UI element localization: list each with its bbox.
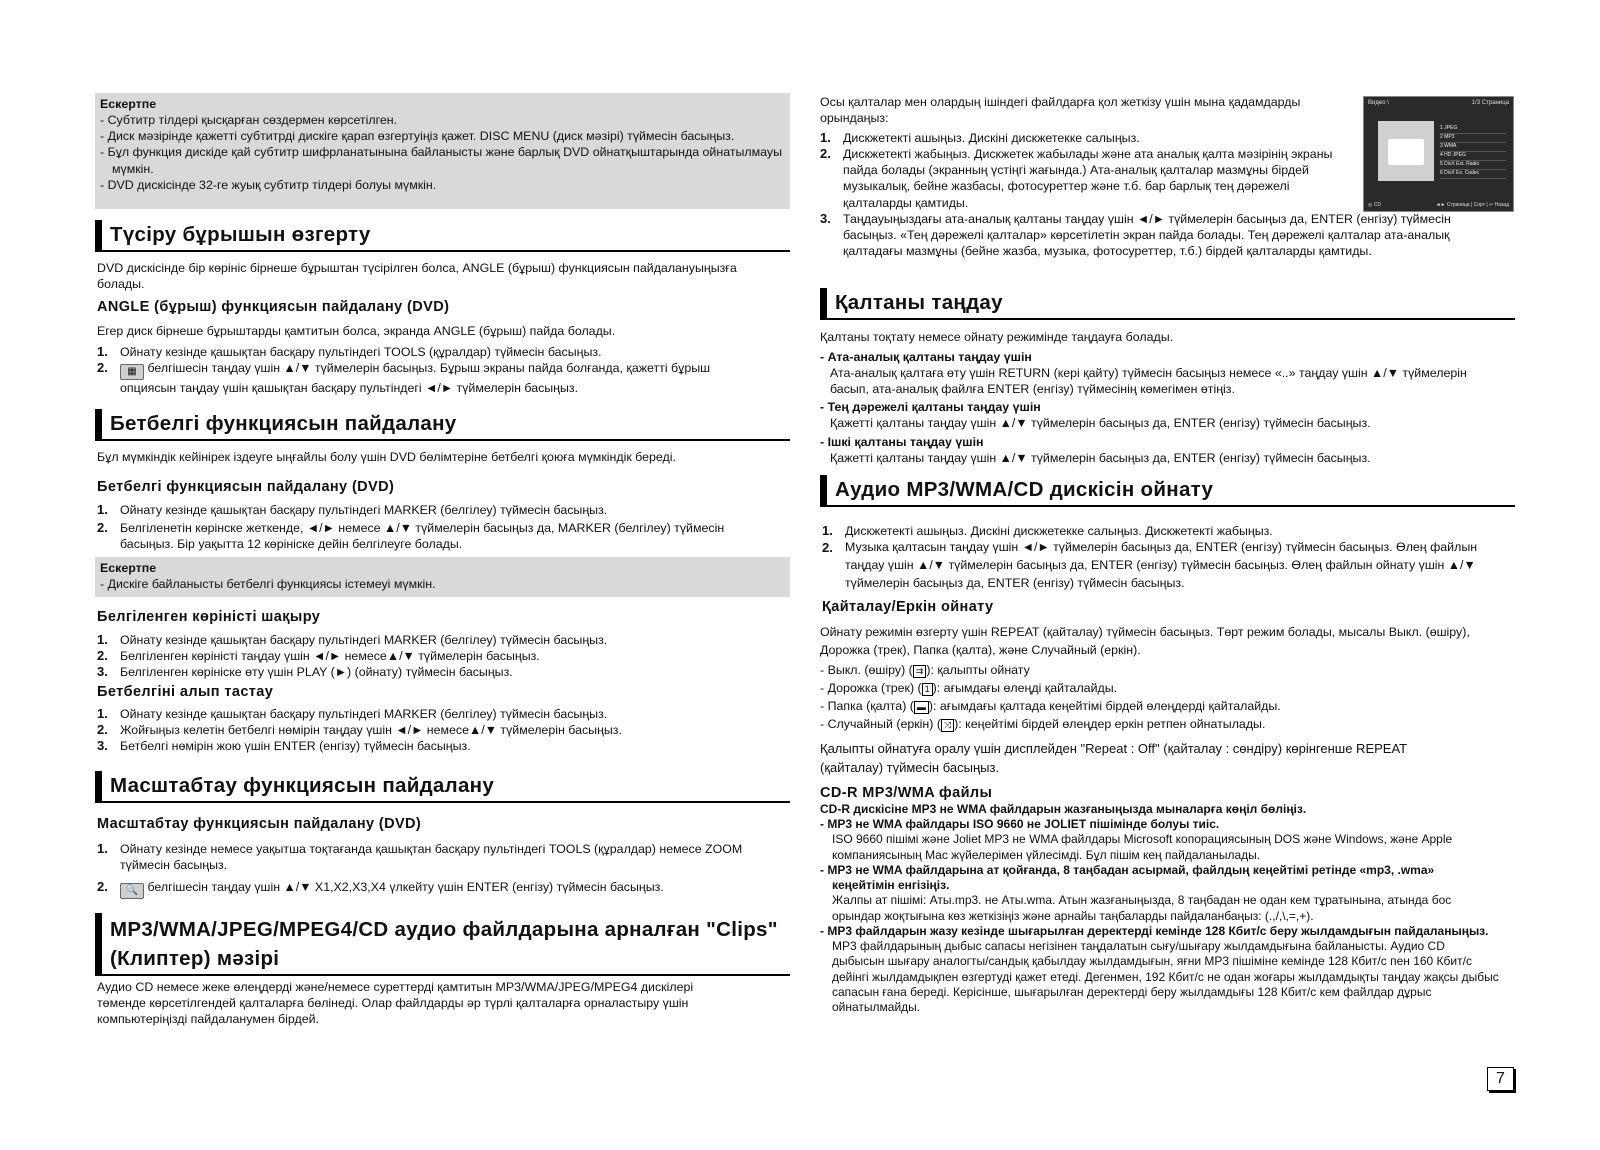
repeat-track-icon: 1 — [922, 683, 933, 696]
section-title-folder: Қалтаны таңдау — [820, 288, 1515, 320]
section-title-clips: MP3/WMA/JPEG/MPEG4/CD аудио файлдарына арналған "Clips" (Клиптер) мәзірі — [95, 913, 790, 976]
mode-off: - Выкл. (өшіру) ( ⇉ ): қалыпты ойнату — [820, 663, 1030, 677]
thumb-path: Видео \ — [1368, 100, 1389, 106]
repeat-modes — [820, 662, 1510, 734]
cdr-lead: CD-R дискісіне MP3 не WMA файлдарын жазғаныңызда мыналарға көңіл бөліңіз. — [820, 802, 1307, 816]
step: 2. Белгіленетін көрінске жеткенде, ◄/► немесе ▲/▼ түймелерін басыңыз да, MARKER (белгілеу) түймесін басыңыз. Бір уақытта 12 көрініске дейін белгілеуге болады. — [97, 520, 725, 552]
page-number: 7 — [1487, 1067, 1514, 1091]
list-item: 4 HD JPEG — [1440, 152, 1506, 161]
step: 3. Бетбелгі нөмірін жою үшін ENTER (енгізу) түймесін басыңыз. — [97, 738, 471, 754]
step: 1. Ойнату кезінде қашықтан басқару пультіндегі MARKER (белгілеу) түймесін басыңыз. — [97, 502, 608, 517]
step: 1. Дискжетекті ашыңыз. Дискіні дискжетекке салыңыз. — [820, 130, 1140, 145]
step: 2. Музыка қалтасын таңдау үшін ◄/► түймелерін басыңыз да, ENTER (енгізу) түймесін басыңыз. Өлең файлын таңдау үшін ▲/▼ түймелерін басыңыз да, ENTER (енгізу) түймесін басыңыз. Өлең файлын ойнату үшін ▲/▼ түймелерін басыңыз да, ENTER (енгізу) түймесін басыңыз. — [822, 540, 1478, 591]
step: 2. ▦ белгішесін таңдау үшін ▲/▼ түймелерін басыңыз. Бұрыш экраны пайда болғанда, қажетті бұрыш опциясын таңдау үшін қашықтан басқару пультіндегі ◄/► түймелерін басыңыз. — [97, 360, 711, 396]
list-item: 2 MP3 — [1440, 134, 1506, 143]
remove-title: Бетбелгіні алып тастау — [97, 684, 274, 700]
section-title-audio: Аудио MP3/WMA/CD дискісін ойнату — [820, 475, 1515, 507]
clips-menu-screenshot — [1363, 96, 1514, 212]
list-item: 6 DivX Ex. Codec — [1440, 170, 1506, 179]
folder-parent-title: - Ата-аналық қалтаны таңдау үшін — [820, 350, 1032, 364]
step: 1. Ойнату кезінде қашықтан басқару пультіндегі TOOLS (құралдар) түймесін басыңыз. — [97, 344, 602, 359]
folder-intro: Қалтаны тоқтату немесе ойнату режимінде таңдауға болады. — [820, 330, 1174, 344]
clips-intro: Аудио CD немесе жеке өлеңдерді және/немесе суреттерді қамтитын MP3/WMA/JPEG/MPEG4 дискілері төменде көрсетілгендей қалталарға бөлінеді. Олар файлдарды әр түрлі қалталарға орналастыру үшін компьютеріңізді пайдаланумен бірдей. — [97, 980, 694, 1027]
section-title-zoom: Масштабтау функциясын пайдалану — [95, 771, 790, 803]
recall-steps — [97, 632, 757, 680]
note-item: - Дискіге байланысты бетбелгі функциясы істемеуі мүмкін. — [100, 577, 436, 592]
folder-peer-title: - Тең дәрежелі қалтаны таңдау үшін — [820, 400, 1041, 414]
mode-folder: - Папка (қалта) ( ▬ ): ағымдағы қалтада кеңейтімі бірдей өлеңдерді қайталайды. — [820, 698, 1281, 713]
list-item: 1 JPEG — [1440, 125, 1506, 134]
repeat-folder-icon: ▬ — [914, 701, 929, 714]
angle-subtitle: ANGLE (бұрыш) функциясын пайдалану (DVD) — [97, 299, 450, 315]
folder-sub-title: - Ішкі қалтаны таңдау үшін — [820, 435, 984, 449]
bookmark-subtitle: Бетбелгі функциясын пайдалану (DVD) — [97, 479, 395, 495]
folder-parent-text: Ата-аналық қалтаға өту үшін RETURN (кері қайту) түймесін басыңыз немесе «..» таңдау үшін ▲/▼ түймелерін басып, ата-аналық файлға ENTER (енгізу) түймесінің көмегімен өтіңіз. — [830, 366, 1467, 397]
note-item: - Бұл функция дискіде қай субтитр шифрланатынына байланысты және барлық DVD ойнатқыштарында ойнатылмауы мүмкін. — [100, 145, 782, 176]
note-item: - Диск мәзірінде қажетті субтитрді дискіге қарап өзгертуіңіз қажет. DISC MENU (диск мәзірі) түймесін басыңыз. — [100, 129, 735, 144]
thumb-source: ◎ CD — [1368, 201, 1381, 208]
zoom-icon: 🔍 — [120, 883, 144, 899]
step: 2. Белгіленген көріністі таңдау үшін ◄/► немесе▲/▼ түймелерін басыңыз. — [97, 648, 540, 664]
folder-icon — [1378, 121, 1434, 181]
thumb-list — [1440, 125, 1506, 179]
cdr-bullet-text: Жалпы ат пішімі: Аты.mp3. не Аты.wma. Атын жазғаныңызда, 8 таңбадан не одан кем тұратынына, атында бос орындар жоқтығына көз жеткізіңіз және арнайы таңбаларды пайдаланбаңыз: (.,/,\,=,+). — [832, 893, 1452, 923]
cdr-title: CD-R MP3/WMA файлы — [820, 785, 993, 801]
section-title-bookmark: Бетбелгі функциясын пайдалану — [95, 409, 790, 441]
note-item: - Субтитр тілдері қысқарған сөздермен көрсетілген. — [100, 113, 397, 128]
angle-desc: Егер диск бірнеше бұрыштарды қамтитын болса, экранда ANGLE (бұрыш) пайда болады. — [97, 324, 616, 338]
cdr-bullet-title: - MP3 файлдарын жазу кезінде шығарылған деректерді кемінде 128 Кбит/с беру жылдамдығын пайдаланыңыз. — [820, 923, 1489, 938]
thumb-hints: ◄► Страница | Сорт | ↩ Назад — [1435, 201, 1509, 208]
list-item: 5 DivX Ext. Radio — [1440, 161, 1506, 170]
folder-sub — [820, 434, 1500, 466]
note-title: Ескертпе — [100, 561, 157, 575]
access-intro: Осы қалталар мен олардың ішіндегі файлдарға қол жеткізу үшін мына қадамдарды орындаңыз: — [820, 95, 1301, 126]
repeat-title: Қайталау/Еркін ойнату — [822, 599, 994, 615]
folder-peer-text: Қажетті қалтаны таңдау үшін ▲/▼ түймелерін басыңыз да, ENTER (енгізу) түймесін басыңыз. — [830, 416, 1371, 431]
cdr-body — [820, 802, 1500, 1015]
cdr-bullet-text: ISO 9660 пішімі және Joliet MP3 не WMA файлдары Microsoft копорациясының DOS және Windows, және Apple компаниясының Mac жүйелерімен үйлесімді. Бұл пішім кең пайдаланылады. — [832, 832, 1453, 862]
repeat-normal: Қалыпты ойнатуға оралу үшін дисплейден "Repeat : Off" (қайталау : сөндіру) көрінгенше REPEAT (қайталау) түймесін басыңыз. — [820, 741, 1407, 775]
mode-track: - Дорожка (трек) ( 1 ): ағымдағы өлеңді қайталайды. — [820, 680, 1118, 695]
step: 1. Ойнату кезінде қашықтан басқару пультіндегі MARKER (белгілеу) түймесін басыңыз. — [97, 632, 608, 647]
bookmark-steps — [97, 502, 757, 552]
remove-steps — [97, 706, 757, 754]
repeat-intro: Ойнату режимін өзгерту үшін REPEAT (қайталау) түймесін басыңыз. Төрт режим болады, мысалы Выкл. (өшіру), Дорожка (трек), Папка (қалта), және Случайный (еркін). — [820, 625, 1470, 657]
list-item: 3 WMA — [1440, 143, 1506, 152]
recall-title: Белгіленген көріністі шақыру — [97, 609, 321, 625]
note-title: Ескертпе — [100, 97, 157, 111]
repeat-off-icon: ⇉ — [913, 665, 927, 678]
step: 2. Жойғыңыз келетін бетбелгі нөмірін таңдау үшін ◄/► немесе▲/▼ түймелерін басыңыз. — [97, 722, 622, 738]
note-bookmark — [95, 557, 790, 597]
section-title-angle: Түсіру бұрышын өзгерту — [95, 220, 790, 252]
angle-icon: ▦ — [120, 364, 144, 380]
zoom-steps — [97, 841, 767, 899]
step: 2. Дискжетекті жабыңыз. Дискжетек жабылады және ата аналық қалта мәзірінің экраны пайда болады (экранның үстіңгі жағында.) Ата-аналық қалталар мазмұны бірдей музыкалық, бейне жазбасы, фотосуреттер және т.б. бар барлық тең дәрежелі қалталарды қамтиды. — [820, 146, 1333, 210]
bookmark-intro: Бұл мүмкіндік кейінірек іздеуге ыңғайлы болу үшін DVD бөлімтеріне бетбелгі қоюға мүмкіндік береді. — [97, 450, 676, 464]
step: 1. Ойнату кезінде немесе уақытша тоқтағанда қашықтан басқару пультіндегі TOOLS (құралдар) немесе ZOOM түймесін басыңыз. — [97, 841, 743, 873]
step: 1. Ойнату кезінде қашықтан басқару пультіндегі MARKER (белгілеу) түймесін басыңыз. — [97, 706, 608, 721]
thumb-page: 1/3 Страница — [1471, 100, 1509, 106]
folder-peer — [820, 399, 1500, 431]
note-item: - DVD дискісінде 32-ге жуық субтитр тілдері болуы мүмкін. — [100, 177, 437, 192]
cdr-bullet-title: - MP3 не WMA файлдарына ат қойғанда, 8 таңбадан асырмай, файлдың кеңейтімі ретінде «mp3, .wma» кеңейтімін енгізіңіз. — [820, 862, 1435, 893]
audio-steps — [822, 523, 1492, 593]
angle-intro: DVD дискісінде бір көрініс бірнеше бұрыштан түсірілген болса, ANGLE (бұрыш) функциясын пайдалануыңызға болады. — [97, 261, 737, 292]
zoom-subtitle: Масштабтау функциясын пайдалану (DVD) — [97, 816, 422, 832]
cdr-bullet-title: - MP3 не WMA файлдары ISO 9660 не JOLIET пішімінде болуы тиіс. — [820, 817, 1220, 832]
step: 3. Таңдауыңыздағы ата-аналық қалтаны таңдау үшін ◄/► түймелерін басыңыз да, ENTER (енгізу) түймесін басыңыз. «Тең дәрежелі қалталар» көрсетілетін экран пайда болады. Тең дәрежелі қалталар ата-аналық қалтадағы мазмұны (бейне жазба, музыка, фотосуреттер, т.б.) бірдей қалталарды қамтиды. — [820, 210, 1451, 258]
step: 3. Белгіленген көрініске өту үшін PLAY (►) (ойнату) түймесін басыңыз. — [97, 664, 513, 680]
folder-sub-text: Қажетті қалтаны таңдау үшін ▲/▼ түймелерін басыңыз да, ENTER (енгізу) түймесін басыңыз. — [830, 451, 1371, 466]
step: 2. 🔍 белгішесін таңдау үшін ▲/▼ X1,X2,X3,X4 үлкейту үшін ENTER (енгізу) түймесін басыңыз. — [97, 879, 767, 899]
note-subtitle — [95, 93, 790, 209]
angle-steps — [97, 344, 757, 396]
cdr-bullet-text: MP3 файлдарының дыбыс сапасы негізінен таңдалатын сығу/шығару жылдамдығына байланысты. Аудио CD дыбысын шығару аналогты/сандық қабылдау жылдамдығын, яғни MP3 пішіміне кемінде 128 Кбит/с пен 160 Кбит/с дейінгі жылдамдықпен өзгертуді қажет етеді. Дегенмен, 192 Кбит/с не одан жоғары жылдамдықты таңдау жақсы дыбыс сапасын ғана береді. Керісінше, шығарылған деректерді беру жылдамдығы 128 Кбит/с кем файлдар дұрыс ойнатылмайды. — [832, 939, 1499, 1015]
repeat-random-icon: ⤨ — [941, 719, 954, 732]
step: 1. Дискжетекті ашыңыз. Дискіні дискжетекке салыңыз. Дискжетекті жабыңыз. — [822, 523, 1273, 538]
mode-random: - Случайный (еркін) ( ⤨ ): кеңейтімі бірдей өлеңдер еркін ретпен ойнатылады. — [820, 716, 1266, 731]
folder-parent — [820, 349, 1500, 397]
